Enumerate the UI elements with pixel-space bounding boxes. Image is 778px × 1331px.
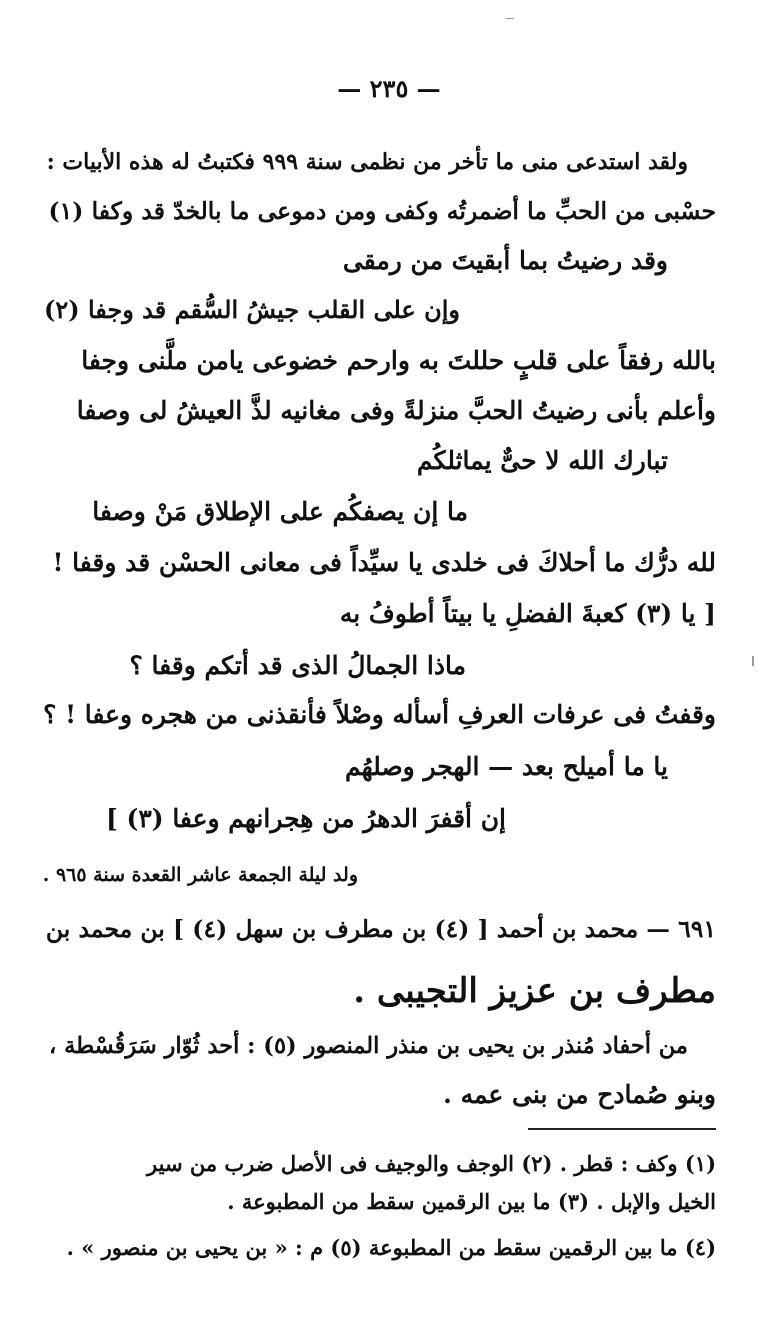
poem-line: بالله رفقاً على قلبٍ حللتَ به وارحم خضوعى يامن ملَّنى وجفا <box>81 346 716 375</box>
poem-line: حسْبى من الحبِّ ما أضمرتُه وكفى ومن دموعى ما بالخدّ قد وكفا (١) <box>48 197 716 225</box>
poem-line: ماذا الجمالُ الذى قد أتكم وقفا ؟ <box>129 651 466 680</box>
poem-line: يا ما أميلح بعد — الهجر وصلهُم <box>345 752 668 781</box>
scan-mark <box>752 656 754 666</box>
poem-line: ما إن يصفكُم على الإطلاق مَنْ وصفا <box>92 497 468 526</box>
footnote: الخيل والإبل . (٣) ما بين الرقمين سقط من المطبوعة . <box>227 1189 716 1214</box>
birth-note: ولد ليلة الجمعة عاشر القعدة سنة ٩٦٥ . <box>42 864 358 886</box>
poem-line: وقفتُ فى عرفات العرفِ أسأله وصْلاً فأنقذنى من هجره وعفا ! ؟ <box>43 700 716 729</box>
entry-heading: مطرف بن عزيز التجيبى . <box>353 971 716 1011</box>
poem-line: وأعلم بأنى رضيتُ الحبَّ منزلةً وفى مغانيه لذَّ العيشُ لى وصفا <box>76 396 716 425</box>
poem-line: إن أقفرَ الدهرُ من هِجرانهم وعفا (٣) ] <box>105 804 506 833</box>
entry-text: وبنو صُمادح من بنى عمه . <box>443 1080 716 1109</box>
page-number: — ٢٣٥ — <box>337 74 441 103</box>
poem-line: لله درُّك ما أحلاكَ فى خلدى يا سيِّداً فى معانى الحسْن قد وقفا ! <box>52 548 716 577</box>
text-line: ولقد استدعى منى ما تأخر من نظمى سنة ٩٩٩ فكتبتُ له هذه الأبيات : <box>46 149 688 175</box>
poem-line: [ يا (٣) كعبةَ الفضلِ يا بيتاً أطوفُ به <box>339 599 716 628</box>
footnote-separator <box>528 1128 716 1130</box>
footnote: (١) وكف : قطر . (٢) الوجف والوجيف فى الأصل ضرب من سير <box>147 1151 716 1176</box>
entry-heading: ٦٩١ — محمد بن أحمد [ (٤) بن مطرف بن سهل (٤) ] بن محمد بن <box>45 915 716 943</box>
entry-text: من أحفاد مُنذر بن يحيى بن منذر المنصور (٥) : أحد ثُوّار سَرَقُسْطة ، <box>48 1033 688 1059</box>
footnote: (٤) ما بين الرقمين سقط من المطبوعة (٥) م : « بن يحيى بن منصور » . <box>66 1235 716 1260</box>
poem-line: تبارك الله لا حىٌّ يماثلكُم <box>416 446 668 475</box>
scan-mark <box>506 18 514 19</box>
poem-line: وقد رضيتُ بما أبقيتَ من رمقى <box>342 246 668 275</box>
poem-line: وإن على القلب جيشُ السُّقم قد وجفا (٢) <box>43 295 460 324</box>
